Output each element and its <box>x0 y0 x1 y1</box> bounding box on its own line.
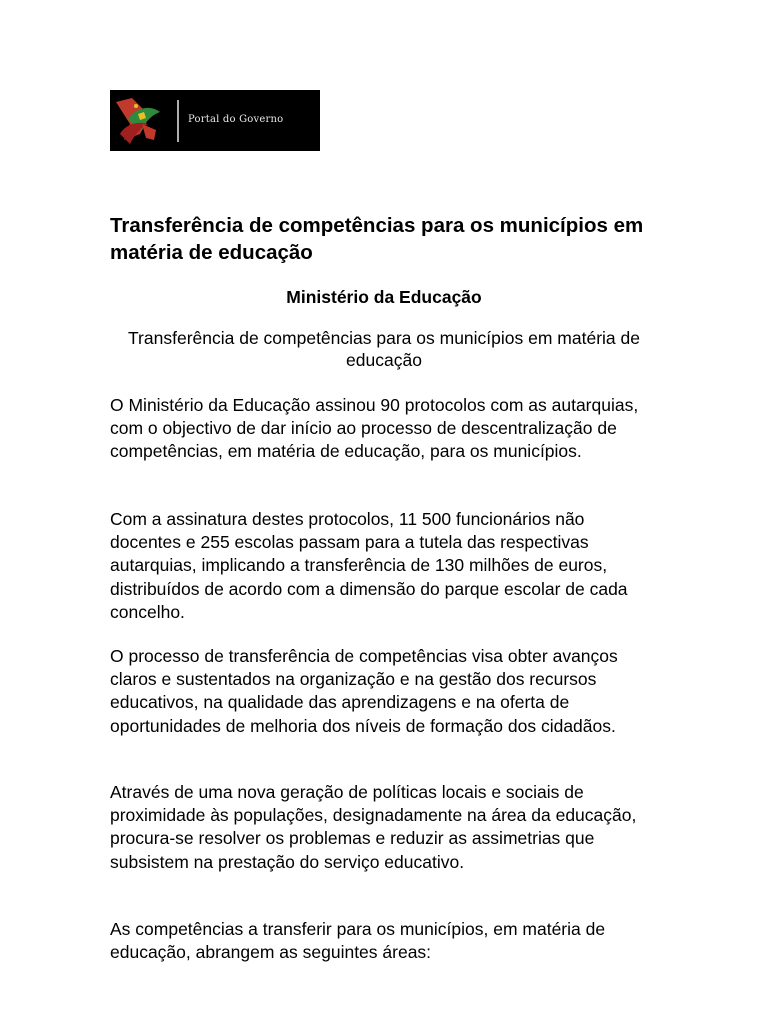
ministry-heading: Ministério da Educação <box>286 287 482 307</box>
paragraph: O Ministério da Educação assinou 90 protocolos com as autarquias, com o objectivo de dar início ao processo de descentralização de competências, em matéria de educação, para os municípios. <box>110 395 639 462</box>
paragraph: O processo de transferência de competências visa obter avanços claros e sustentados na organização e na gestão dos recursos educativos, na qualidade das aprendizagens e na oferta de oportunidades de melhoria dos níveis de formação dos cidadãos. <box>110 646 618 736</box>
document-subtitle: Transferência de competências para os municípios em matéria de educação <box>128 328 640 370</box>
portal-do-governo-logo <box>110 90 320 151</box>
paragraph: Com a assinatura destes protocolos, 11 500 funcionários não docentes e 255 escolas passam para a tutela das respectivas autarquias, implicando a transferência de 130 milhões de euros, distribuídos de acordo com a dimensão do parque escolar de cada concelho. <box>110 509 628 622</box>
paragraph: Através de uma nova geração de políticas locais e sociais de proximidade às populações, designadamente na área da educação, procura-se resolver os problemas e reduzir as assimetrias que subsistem na prestação do serviço educativo. <box>110 782 637 872</box>
paragraph: As competências a transferir para os municípios, em matéria de educação, abrangem as seguintes áreas: <box>110 919 606 963</box>
document-title: Transferência de competências para os municípios em matéria de educação <box>110 214 644 264</box>
logo-text: Portal do Governo <box>188 114 284 125</box>
